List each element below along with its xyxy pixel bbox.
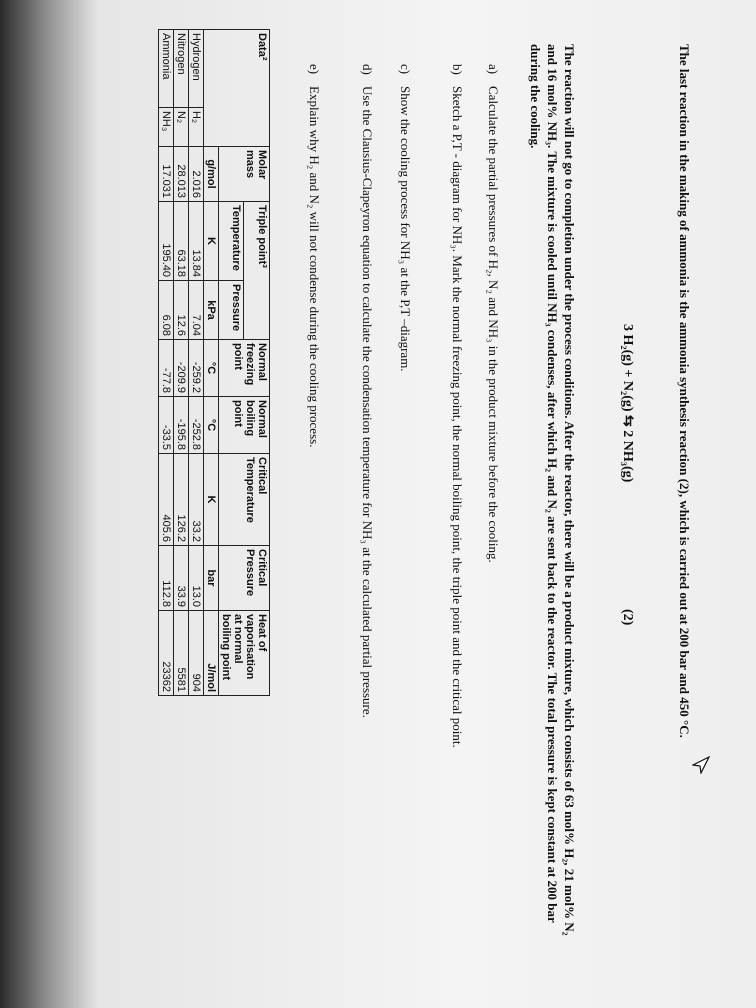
critical-temp-header: Critical Temperature	[219, 454, 270, 546]
equation-text: 3 H₂(g) + N₂(g) ⇆ 2 NH₃(g)	[620, 324, 635, 483]
unit-cell: K	[204, 454, 219, 546]
question-label: c)	[398, 64, 413, 75]
triple-temp-value: 13.84	[189, 202, 204, 281]
question-text: Sketch a P,T - diagram for NH₃. Mark the normal freezing point, the normal boiling point, the triple point and the critical point.	[450, 86, 465, 748]
table-row	[159, 30, 174, 696]
critical-temp-value: 126.2	[174, 454, 189, 546]
unit-cell: K	[204, 202, 219, 281]
table-row	[189, 30, 204, 696]
substance-name: Ammonia	[159, 30, 174, 108]
data-table	[158, 29, 270, 696]
triple-pressure-value: 7.04	[189, 281, 204, 340]
question-label: a)	[486, 64, 501, 75]
pointer-arrow-icon	[692, 756, 710, 774]
triple-temp-value: 195.40	[159, 202, 174, 281]
freezing-header: Normal freezing point	[219, 340, 270, 397]
boiling-value: -252.8	[189, 397, 204, 454]
triple-pressure-header: Pressure	[219, 281, 245, 340]
question-text: Use the Clausius-Clapeyron equation to calculate the condensation temperature for NH₃ at the calculated partial pressure.	[360, 86, 375, 718]
substance-formula: H₂	[189, 107, 204, 146]
equation-number: (2)	[620, 609, 635, 626]
problem-paragraph: The reaction will not go to completion under the process conditions. After the reactor, there will be a product mixture, which consists of 63 mol% H₂, 21 mol% N₂ and 16 mol% NH₃. The mixture is cooled until NH₃ condenses, after which H₂ and N₂ are sent back to the reactor. The total pressure is kept constant at 200 bar during the cooling.	[528, 44, 577, 936]
substance-name: Hydrogen	[189, 30, 204, 108]
boiling-value: -195.8	[174, 397, 189, 454]
table-header-row	[244, 30, 270, 696]
triple-point-header: Triple point³	[244, 202, 270, 340]
table-row	[174, 30, 189, 696]
intro-text: The last reaction in the making of ammonia is the ammonia synthesis reaction (2), which is carried out at 200 bar and 450 °C.	[677, 44, 692, 738]
substance-formula: NH₃	[159, 107, 174, 146]
question-label: e)	[307, 64, 322, 75]
freezing-value: -77.8	[159, 340, 174, 397]
unit-cell: kPa	[204, 281, 219, 340]
heat-vap-value: 904	[189, 611, 204, 696]
question-text: Explain why H₂ and N₂ will not condense during the cooling process.	[307, 86, 322, 448]
triple-pressure-value: 12.6	[174, 281, 189, 340]
question-text: Calculate the partial pressures of H₂, N₂ and NH₃ in the product mixture before the cooling.	[486, 86, 501, 563]
freezing-value: -259.2	[189, 340, 204, 397]
critical-temp-value: 405.6	[159, 454, 174, 546]
question-label: d)	[360, 64, 375, 75]
unit-cell: J/mol	[204, 611, 219, 696]
triple-temp-header: Temperature	[219, 202, 245, 281]
critical-pressure-value: 13.0	[189, 546, 204, 611]
boiling-header: Normal boiling point	[219, 397, 270, 454]
molar-mass-value: 28.013	[174, 147, 189, 202]
heat-vap-value: 23362	[159, 611, 174, 696]
unit-cell: bar	[204, 546, 219, 611]
critical-pressure-value: 112.8	[159, 546, 174, 611]
molar-mass-header: Molar mass	[219, 147, 270, 202]
triple-temp-value: 63.18	[174, 202, 189, 281]
boiling-value: -33.5	[159, 397, 174, 454]
substance-formula: N₂	[174, 107, 189, 146]
substance-name: Nitrogen	[174, 30, 189, 108]
critical-pressure-header: Critical Pressure	[219, 546, 270, 611]
triple-pressure-value: 6.08	[159, 281, 174, 340]
heat-vap-header: Heat of vaporisation at normal boiling point	[219, 611, 270, 696]
data-header: Data²	[204, 30, 270, 147]
unit-cell: °C	[204, 397, 219, 454]
reaction-equation	[619, 324, 636, 724]
unit-cell: °C	[204, 340, 219, 397]
molar-mass-value: 2.016	[189, 147, 204, 202]
question-text: Show the cooling process for NH₃ at the P,T –diagram.	[398, 86, 413, 372]
document-page	[28, 4, 728, 1004]
heat-vap-value: 5581	[174, 611, 189, 696]
molar-mass-value: 17.031	[159, 147, 174, 202]
critical-temp-value: 33.2	[189, 454, 204, 546]
unit-cell: g/mol	[204, 147, 219, 202]
critical-pressure-value: 33.9	[174, 546, 189, 611]
freezing-value: -209.9	[174, 340, 189, 397]
question-label: b)	[450, 64, 465, 75]
